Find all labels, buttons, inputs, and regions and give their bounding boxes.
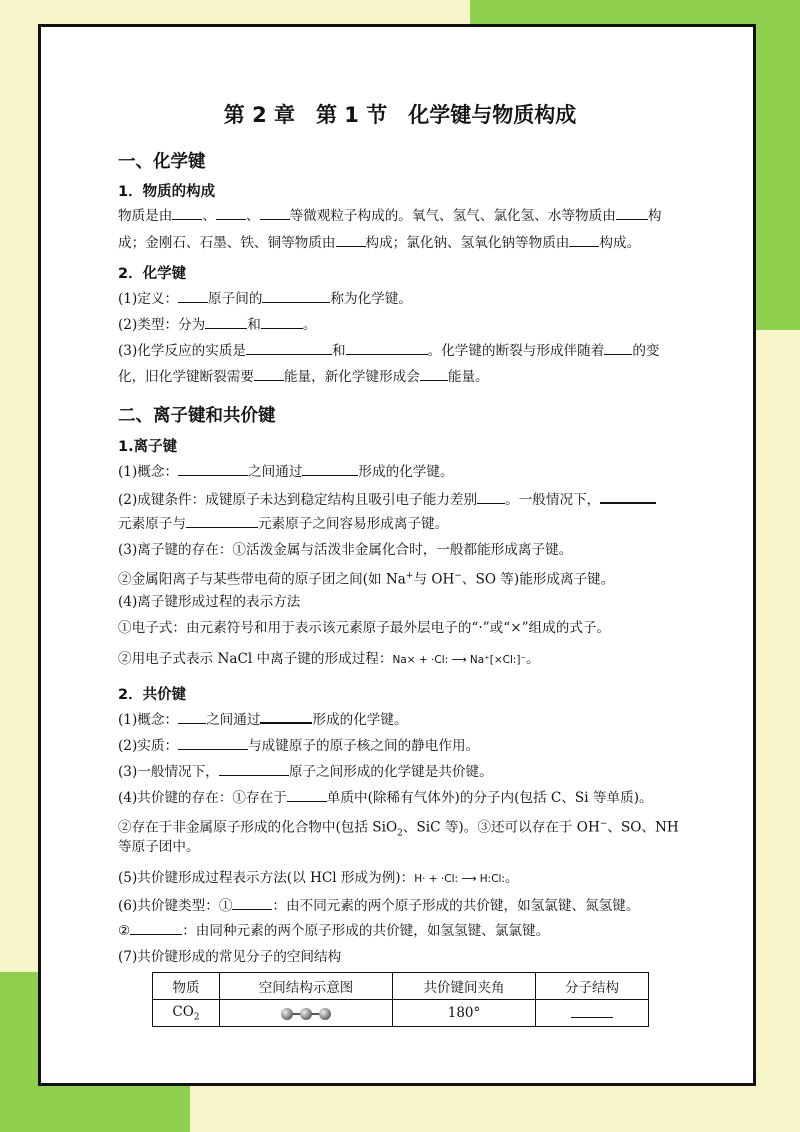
fill-blank[interactable] <box>604 342 632 355</box>
text-line: 化，旧化学键断裂需要 能量，新化学键形成会 能量。 <box>118 369 489 385</box>
text-line: ②金属阳离子与某些带电荷的原子团之间(如 Na+与 OH−、SO 等)能形成离子键。 <box>118 571 615 588</box>
table-cell-substance: $CO_2$ <box>153 1000 220 1027</box>
text-line: 成；金刚石、石墨、铁、铜等物质由 构成；氯化钠、氢氧化钠等物质由 构成。 <box>118 235 641 251</box>
text-line: (6)共价键类型：① ：由不同元素的两个原子形成的共价键，如氢氯键、氮氢键。 <box>118 898 640 914</box>
co2-ball-stick-model <box>281 1007 331 1021</box>
fill-blank[interactable] <box>178 737 248 750</box>
table-cell-structure-blank[interactable] <box>536 1000 649 1027</box>
text-line: (3)化学反应的实质是 和 。化学键的断裂与形成伴随着 的变 <box>118 343 660 359</box>
fill-blank[interactable] <box>287 789 327 802</box>
fill-blank[interactable] <box>205 316 247 329</box>
text-line: (1)定义： 原子间的 称为化学键。 <box>118 291 412 307</box>
table-cell-structure <box>220 1000 393 1027</box>
fill-blank[interactable] <box>254 368 284 381</box>
subheading-covalent-bond: 2．共价键 <box>118 687 187 703</box>
fill-blank[interactable] <box>219 763 289 776</box>
table-header: 分子结构 <box>536 973 649 1000</box>
subheading-chemical-bond: 2．化学键 <box>118 266 187 282</box>
fill-blank[interactable] <box>569 234 599 247</box>
text-line: ②存在于非金属原子形成的化合物中(包括 SiO$_2$、SiC 等)。③还可以存在于 OH−、SO、NH <box>118 819 679 839</box>
section-heading-chemical-bond: 一、化学键 <box>118 152 206 172</box>
text-line: (4)共价键的存在：①存在于 单质中(除稀有气体外)的分子内(包括 C、Si 等单质)。 <box>118 790 653 806</box>
fill-blank[interactable] <box>216 207 246 220</box>
text-line: ②用电子式表示 NaCl 中离子键的形成过程：Na× + ·Cl: ⟶ Na⁺[×Cl:]⁻。 <box>118 651 540 667</box>
text-line: (2)实质： 与成键原子的原子核之间的静电作用。 <box>118 738 480 754</box>
fill-blank[interactable] <box>178 290 208 303</box>
text-line: (2)类型：分为 和 。 <box>118 317 317 333</box>
text-line: (3)一般情况下， 原子之间形成的化学键是共价键。 <box>118 764 493 780</box>
table-cell-angle: 180° <box>393 1000 536 1027</box>
fill-blank[interactable] <box>172 207 202 220</box>
molecule-structure-table <box>152 972 649 1027</box>
fill-blank[interactable] <box>186 515 258 528</box>
fill-blank[interactable] <box>261 316 303 329</box>
text-line: ② ：由同种元素的两个原子形成的共价键，如氢氢键、氯氯键。 <box>118 923 550 939</box>
fill-blank[interactable] <box>420 368 448 381</box>
text-line: (5)共价键形成过程表示方法(以 HCl 形成为例)：H· + ·Cl: ⟶ H:Cl:。 <box>118 870 519 886</box>
fill-blank[interactable] <box>178 711 206 724</box>
section-heading-ionic-covalent: 二、离子键和共价键 <box>118 406 276 426</box>
fill-blank[interactable] <box>232 897 272 910</box>
table-header: 物质 <box>153 973 220 1000</box>
text-line: (1)概念： 之间通过 形成的化学键。 <box>118 464 454 480</box>
text-line: ①电子式：由元素符号和用于表示该元素原子最外层电子的“·”或“×”组成的式子。 <box>118 620 611 636</box>
fill-blank[interactable] <box>260 710 312 724</box>
fill-blank[interactable] <box>178 463 248 476</box>
fill-blank[interactable] <box>246 342 332 355</box>
fill-blank[interactable] <box>262 290 330 303</box>
fill-blank[interactable] <box>477 491 505 504</box>
text-line: 物质是由 、 、 等微观粒子构成的。氧气、氢气、氯化氢、水等物质由 构 <box>118 208 662 224</box>
page-title: 第 2 章 第 1 节 化学键与物质构成 <box>223 103 577 127</box>
fill-blank[interactable] <box>260 207 290 220</box>
fill-blank[interactable] <box>346 342 428 355</box>
hcl-electron-formula: H· + ·Cl: ⟶ H:Cl: <box>414 873 505 885</box>
table-header-row <box>153 973 649 1000</box>
subheading-ionic-bond: 1.离子键 <box>118 439 178 455</box>
table-row <box>153 1000 649 1027</box>
subheading-matter-composition: 1．物质的构成 <box>118 184 216 200</box>
fill-blank[interactable] <box>336 234 366 247</box>
text-line: 元素原子与 元素原子之间容易形成离子键。 <box>118 516 449 532</box>
text-line: (7)共价键形成的常见分子的空间结构 <box>118 949 342 965</box>
table-header: 共价键间夹角 <box>393 973 536 1000</box>
text-line: (3)离子键的存在：①活泼金属与活泼非金属化合时，一般都能形成离子键。 <box>118 542 573 558</box>
text-line: (2)成键条件：成键原子未达到稳定结构且吸引电子能力差别 。一般情况下， <box>118 490 656 509</box>
fill-blank[interactable] <box>130 922 182 935</box>
fill-blank[interactable] <box>600 490 656 504</box>
text-line: (1)概念： 之间通过 形成的化学键。 <box>118 712 408 728</box>
text-line: 等原子团中。 <box>118 839 200 855</box>
text-line: (4)离子键形成过程的表示方法 <box>118 594 301 610</box>
fill-blank[interactable] <box>616 207 648 220</box>
nacl-electron-formula: Na× + ·Cl: ⟶ Na⁺[×Cl:]⁻ <box>392 654 527 666</box>
fill-blank[interactable] <box>302 463 358 476</box>
table-header: 空间结构示意图 <box>220 973 393 1000</box>
